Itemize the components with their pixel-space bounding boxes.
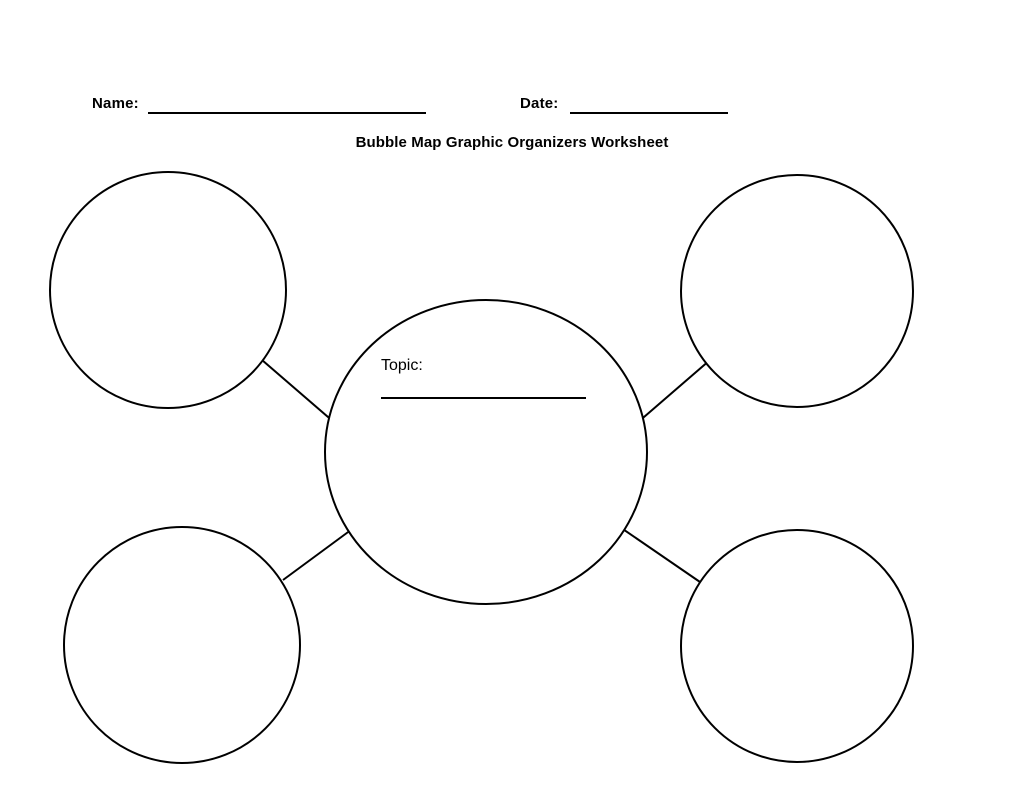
name-label: Name: bbox=[92, 95, 139, 112]
bubble-bottom-left[interactable] bbox=[64, 527, 300, 763]
topic-label: Topic: bbox=[381, 357, 423, 374]
page-title: Bubble Map Graphic Organizers Worksheet bbox=[355, 134, 669, 151]
date-label: Date: bbox=[520, 95, 559, 112]
bubble-top-left[interactable] bbox=[50, 172, 286, 408]
bubble-top-right[interactable] bbox=[681, 175, 913, 407]
center-topic-bubble[interactable] bbox=[325, 300, 647, 604]
bubble-bottom-right[interactable] bbox=[681, 530, 913, 762]
